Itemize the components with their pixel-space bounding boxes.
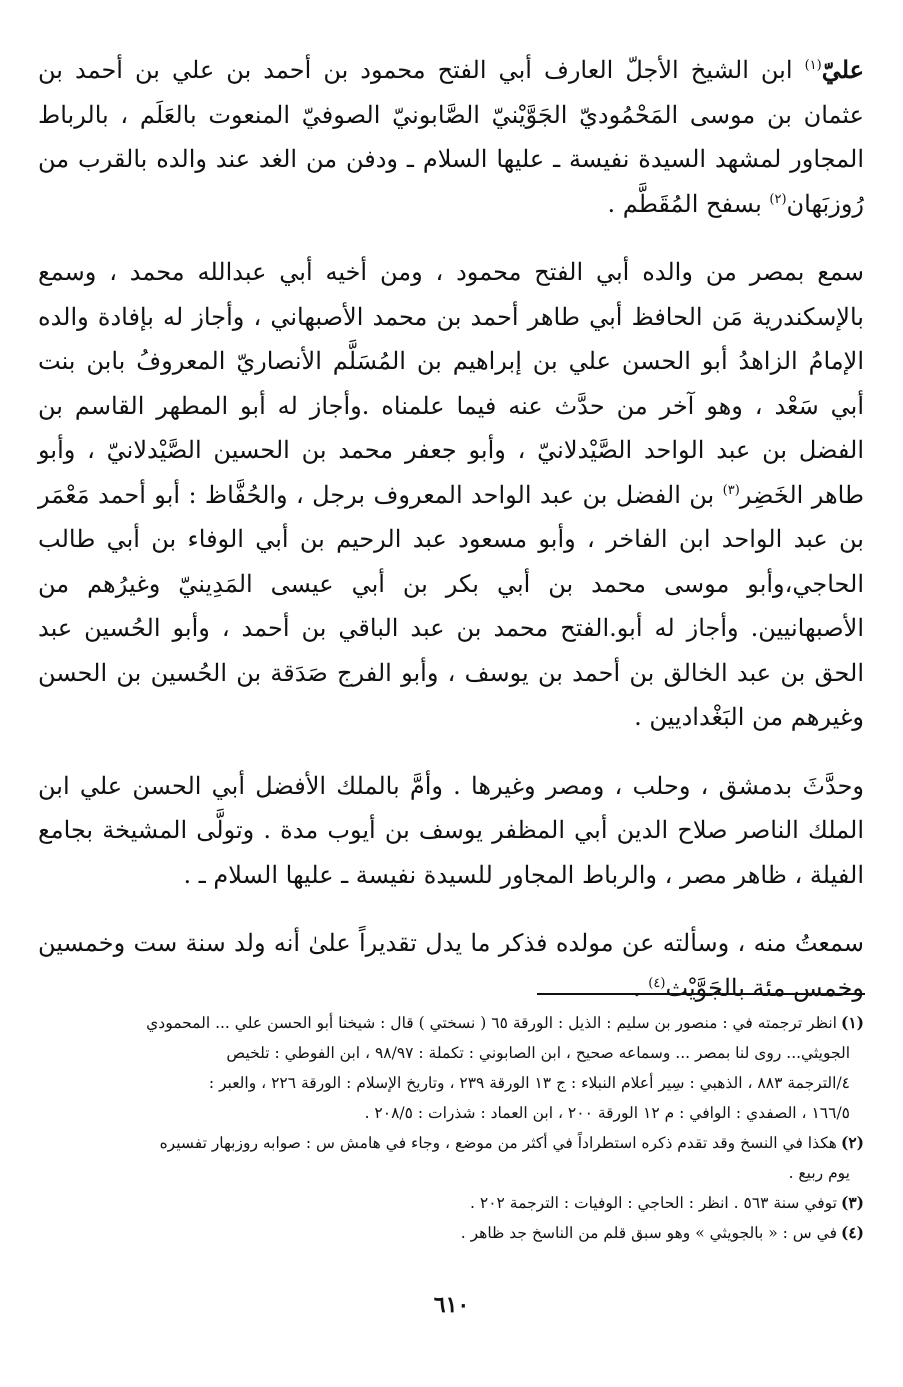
footnote-ref-1: (١) [804, 58, 822, 73]
footnote-text: هكذا في النسخ وقد تقدم ذكره استطراداً في أكثر من موضع ، وجاء في هامش س : صوابه روزبهار تفسيره [159, 1134, 837, 1152]
footnote-ref-4: (٤) [648, 975, 666, 991]
footnote-ref-2: (٢) [769, 191, 787, 207]
paragraph-4-text: سمعتُ منه ، وسألته عن مولده فذكر ما يدل تقديراً علىٰ أنه ولد سنة ست وخمسين وخمس مئة بالجَوَّيْث [38, 929, 864, 1002]
footnote-4 [38, 1218, 864, 1248]
paragraph-4-text-end: . [633, 973, 649, 1002]
footnote-continuation: الجويثي... روى لنا بمصر ... وسماعه صحيح ، ابن الصابوني : تكملة : ٩٨/٩٧ ، ابن الفوطي : تلخيص [226, 1044, 850, 1062]
footnote-number: (٣) [840, 1193, 864, 1212]
paragraph-1-text: ابن الشيخ الأجلّ العارف أبي الفتح محمود بن أحمد بن علي بن أحمد بن عثمان بن موسى المَحْمُوديّ الجَوَّيْنيّ الصَّابونيّ الصوفيّ المنعوت بالعَلَم ، بالرباط المجاور لمشهد السيدة نفيسة ـ عليها السلام ـ ودفن من الغد عند والده بالقرب من رُوزبَهان [38, 56, 864, 218]
footnote-continuation: ٤/الترجمة ٨٨٣ ، الذهبي : سِير أعلام النبلاء : ج ١٣ الورقة ٢٣٩ ، وتاريخ الإسلام : الورقة ٢٢٦ ، والعبر : [208, 1074, 850, 1092]
paragraph-3-text: وحدَّثَ بدمشق ، وحلب ، ومصر وغيرها . وأمَّ بالملك الأفضل أبي الحسن علي ابن الملك الناصر صلاح الدين أبي المظفر يوسف بن أيوب مدة . وتولَّى المشيخة بجامع الفيلة ، ظاهر مصر ، والرباط المجاور للسيدة نفيسة ـ عليها السلام ـ . [38, 771, 864, 889]
footnote-number: (١) [840, 1013, 864, 1032]
footnote-1 [38, 1008, 864, 1128]
paragraph-1-text-end: بسفح المُقَطَّم . [607, 189, 770, 218]
footnotes [38, 1008, 864, 1248]
paragraph-1 [38, 48, 864, 226]
paragraph-3 [38, 764, 864, 898]
paragraph-2-text-end: بن الفضل بن عبد الواحد المعروف برجل ، والحُفَّاظ : أبو أحمد مَعْمَر بن عبد الواحد ابن الفاخر ، وأبو مسعود عبد الرحيم بن أبي الوفاء بن أبي طالب الحاجي،وأبو موسى محمد بن أبي بكر بن أبي عيسى المَدِينيّ وغيرُهم من الأصبهانيين. وأجاز له أبو.الفتح محمد بن عبد الباقي بن أحمد ، وأبو الحُسين عبد الحق بن عبد الخالق بن أحمد بن يوسف ، وأبو الفرج صَدَقة بن الحُسين بن الحسن وغيرهم من البَغْداديين . [38, 480, 864, 731]
footnote-continuation: ١٦٦/٥ ، الصفدي : الوافي : م ١٢ الورقة ٢٠٠ ، ابن العماد : شذرات : ٢٠٨/٥ . [364, 1104, 850, 1122]
footnote-3 [38, 1188, 864, 1218]
footnote-ref-3: (٣) [722, 482, 740, 498]
footnote-text: في س : « بالجويثي » وهو سبق قلم من الناسخ جد ظاهر . [460, 1224, 837, 1242]
paragraph-4 [38, 921, 864, 1010]
footnote-continuation: يوم ربيع . [788, 1164, 850, 1182]
page-number: ٦١٠ [433, 1292, 470, 1318]
paragraph-2 [38, 250, 864, 740]
paragraph-2-text: سمع بمصر من والده أبي الفتح محمود ، ومن أخيه أبي عبدالله محمد ، وسمع بالإسكندرية مَن الحافظ أبي طاهر أحمد بن محمد الأصبهاني ، وأجاز له بإفادة والده الإمامُ الزاهدُ أبو الحسن علي بن إبراهيم بن المُسَلَّم الأنصاريّ المعروفُ بابن بنت أبي سَعْد ، وهو آخر من حدَّث عنه فيما علمناه .وأجاز له أبو المطهر القاسم بن الفضل بن عبد الواحد الصَّيْدلانيّ ، وأبو جعفر محمد بن الحسين الصَّيْدلانيّ ، وأبو طاهر الخَضِر [38, 258, 865, 509]
footnote-number: (٢) [840, 1133, 864, 1152]
footnote-2 [38, 1128, 864, 1188]
footnote-divider [537, 993, 865, 995]
entry-lead-word: عليّ [821, 55, 864, 84]
footnote-text: انظر ترجمته في : منصور بن سليم : الذيل : الورقة ٦٥ ( نسختي ) قال : شيخنا أبو الحسن علي ... المحمودي [146, 1014, 837, 1032]
footnote-number: (٤) [840, 1223, 864, 1242]
footnote-text: توفي سنة ٥٦٣ . انظر : الحاجي : الوفيات : الترجمة ٢٠٢ . [470, 1194, 837, 1212]
main-text [38, 48, 864, 1010]
